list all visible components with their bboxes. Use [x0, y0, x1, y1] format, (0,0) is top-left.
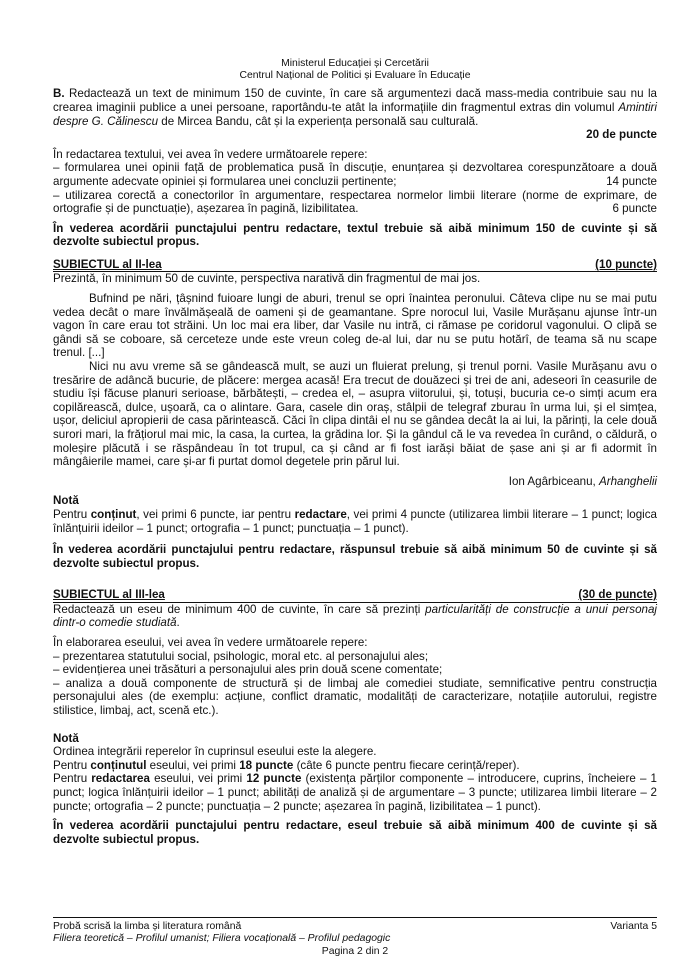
subject-3-nota-line-1: Ordinea integrării reperelor în cuprinsul eseului este la alegere. — [53, 745, 377, 759]
subject-2-heading — [53, 258, 657, 273]
subject-2-points: (10 puncte) — [595, 257, 657, 271]
subject-3-nota-line-3: Pentru redactarea eseului, vei primi 12 puncte (existența părților componente – introducere, cuprins, încheiere – 1 punct; logica înlănțuirii ideilor – 1 punct; abilități de analiză și de argumentare – 3 puncte; utilizarea limbii literare – 2 puncte; ortografia – 2 puncte; punctuația – 2 puncte; așezarea în pagină, lizibilitatea – 1 punct). — [53, 772, 657, 813]
part-b-item-2-points: 6 puncte — [612, 202, 657, 216]
footer-page-number: Pagina 2 din 2 — [321, 945, 389, 957]
subject-2-title: SUBIECTUL al II-lea — [53, 257, 162, 271]
subject-3-nota-line-2: Pentru conținutul eseului, vei primi 18 puncte (câte 6 puncte pentru fiecare cerință/reper). — [53, 758, 520, 772]
excerpt-paragraph-2: Nici nu avu vreme să se gândească mult, se auzi un fluierat prelung, și trenul porni. Vasile Murășanu avu o tresărire de adâncă bucurie, de plăcere: mergea acasă! Era trecut de douăzeci și trei de ani, adeseori în ceasurile de studiu își făcuse planuri serioase, bărbătești, – credea el, – asupra viitorului, și, totuși, bucuria ce-o simți acum era copilărească, dulce, ușoară, ca o alintare. Gara, casele din oraș, stâlpii de telegraf zburau în urma lui, și el simțea, ușor, deliciul apropierii de casa părintească. Căci în clipa dintâi el nu se gândea decât la ai lui, la părinți, la cele două surori mari, la frățiorul mai mic, la casa, la curtea, la grădina lor. Și la gândul că le va revedea în curând, o căldură, o moleșire plăcută i se răspândeau în tot trupul, ca și când ar fi fost iarăși băiat de șase ani și ar fi adormit în mângâierile mamei, care și-ar fi purtat domol degetele prin părul lui. — [53, 360, 657, 469]
page-header — [53, 58, 657, 82]
part-b — [53, 87, 657, 249]
excerpt-source: Ion Agârbiceanu, Arhanghelii — [508, 474, 657, 488]
subject-3-note: În vederea acordării punctajului pentru redactare, eseul trebuie să aibă minimum 400 de cuvinte și să dezvolte subiectul propus. — [53, 819, 657, 846]
subject-2-note: În vederea acordării punctajului pentru redactare, răspunsul trebuie să aibă minimum 50 de cuvinte și să dezvolte subiectul propus. — [53, 543, 657, 570]
subject-3-title: SUBIECTUL al III-lea — [53, 588, 165, 602]
subject-2-nota: Pentru conținut, vei primi 6 puncte, iar pentru redactare, vei primi 4 puncte (utilizarea limbii literare – 1 punct; logica înlănțuirii ideilor – 1 punct; ortografia – 1 punct; punctuația – 1 punct). — [53, 507, 657, 535]
subject-2-task: Prezintă, în minimum 50 de cuvinte, perspectiva narativă din fragmentul de mai jos. — [53, 272, 481, 286]
subject-3-item-3: – analiza a două componente de structură și de limbaj ale comediei studiate, semnificative pentru construcția personajului ales (de exemplu: acțiune, conflict dramatic, modalități de caracterizare, notațiile autorului, registre stilistice, limbaj, act, scenă etc.). — [53, 676, 657, 717]
part-b-item-1: – formularea unei opinii față de problematica pusă în discuție, enunțarea și dezvoltarea corespunzătoare a două argumente adecvate opiniei și formularea unei concluzii pertinente; 14 puncte — [53, 161, 657, 188]
ministry-name: Ministerul Educației și Cercetării — [281, 58, 429, 69]
page-footer — [53, 917, 657, 958]
subject-3 — [53, 588, 657, 846]
subject-3-repere-intro: În elaborarea eseului, vei avea în vedere următoarele repere: — [53, 636, 368, 649]
footer-variant: Varianta 5 — [610, 921, 657, 932]
part-b-item-1-points: 14 puncte — [606, 174, 657, 188]
book-title: Amintiri despre G. Călinescu — [53, 101, 657, 128]
center-name: Centrul Național de Politici și Evaluare în Educație — [239, 70, 471, 82]
footer-exam-name: Probă scrisă la limba și literatura română — [53, 921, 242, 932]
part-b-repere-intro: În redactarea textului, vei avea în vedere următoarele repere: — [53, 147, 368, 161]
subject-2 — [53, 258, 657, 570]
subject-2-nota-label: Notă — [53, 494, 79, 508]
part-b-points: 20 de puncte — [586, 128, 657, 142]
part-b-item-2: – utilizarea corectă a conectorilor în argumentare, respectarea normelor limbii literare (norme de exprimare, de ortografie și de punctuație), așezarea în pagină, lizibilitatea. 6 puncte — [53, 188, 657, 216]
subject-3-nota-label: Notă — [53, 731, 79, 745]
part-b-note: În vederea acordării punctajului pentru redactare, textul trebuie să aibă minimum 150 de cuvinte și să dezvolte subiectul propus. — [53, 221, 657, 249]
subject-3-item-2: – evidențierea unei trăsături a personajului ales prin două scene comentate; — [53, 663, 443, 677]
subject-3-task: Redactează un eseu de minimum 400 de cuvinte, în care să prezinți particularități de construcție a unui personaj dintr-o comedie studiată. — [53, 602, 657, 630]
subject-3-item-1: – prezentarea statutului social, psihologic, moral etc. al personajului ales; — [53, 649, 429, 663]
excerpt-paragraph-1: Bufnind pe nări, țâșnind fuioare lungi de aburi, trenul se opri înaintea peronului. Câteva clipe nu se mai putu vedea decât o mare învălmășeală de oameni și de geamantane. Spre norocul lui, Vasile Murășanu ajunse într-un vagon în care erau tot străini. Un loc mai era liber, dar Vasile nu intră, ci rămase pe coridorul vagonului. O clipă se gândi să se coboare, să cerceteze unde este vreun coleg de-al lui, dar nu se putu hotărî, de teama să nu scape trenul. [...] — [53, 292, 657, 360]
part-b-label: B. — [53, 87, 65, 101]
part-b-task: B. Redactează un text de minimum 150 de cuvinte, în care să argumentezi dacă mass-media contribuie sau nu la crearea imaginii publice a unei persoane, raportându-te atât la informațiile din fragmentul extras din volumul Amintiri despre G. Călinescu de Mircea Bandu, cât și la experiența personală sau culturală. — [53, 87, 657, 128]
subject-3-heading — [53, 588, 657, 603]
subject-3-points: (30 de puncte) — [578, 588, 657, 602]
footer-profile: Filiera teoretică – Profilul umanist; Filiera vocațională – Profilul pedagogic — [53, 933, 391, 945]
